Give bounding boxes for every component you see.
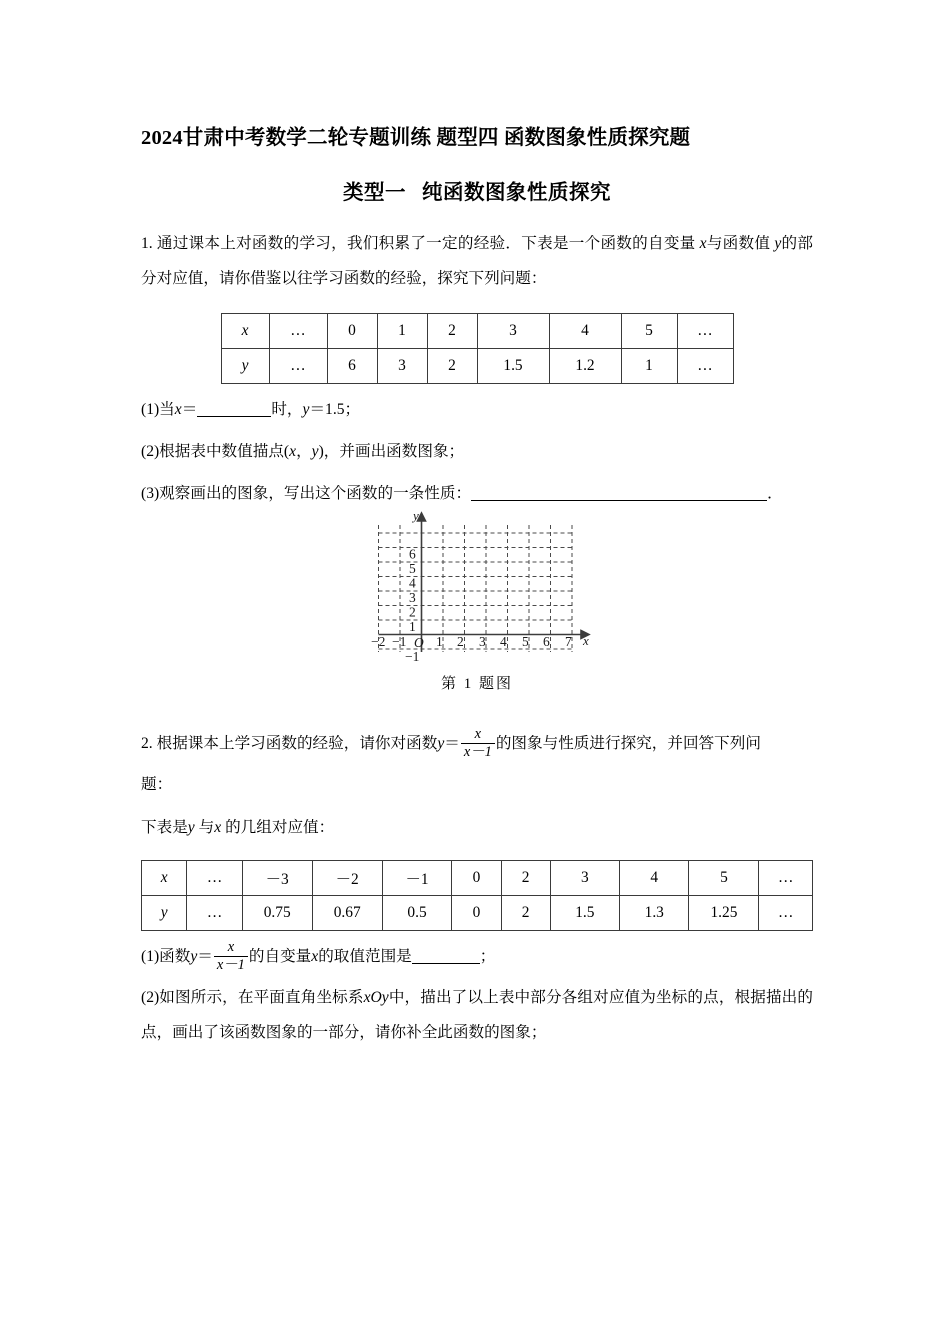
table-intro-b: 与 xyxy=(198,818,215,836)
table-cell: 0.67 xyxy=(312,895,382,930)
sub3-period: ． xyxy=(767,484,783,502)
table-cell: … xyxy=(187,895,242,930)
fraction-denominator: x－1 xyxy=(461,743,495,761)
x-tick-4: 4 xyxy=(500,633,507,649)
sub1-mid: 时， xyxy=(271,400,303,418)
table-cell: … xyxy=(677,313,733,348)
question2-stem-text-b: 的图象与性质进行探究，并回答下列问 xyxy=(495,734,761,752)
var-x: x xyxy=(311,947,319,965)
figure-caption: 第 1 题图 xyxy=(440,675,513,692)
table-cell: 3 xyxy=(477,313,549,348)
equals-sign: ＝ xyxy=(197,947,213,965)
table-cell: 4 xyxy=(620,860,689,895)
table-cell: 0.75 xyxy=(242,895,312,930)
table-row xyxy=(142,895,813,930)
table-header-x: x xyxy=(142,860,187,895)
table-cell: －2 xyxy=(312,860,382,895)
var-y: y xyxy=(302,400,310,418)
type-heading xyxy=(141,151,813,205)
question2-stem xyxy=(141,706,813,761)
question1-stem xyxy=(141,205,813,296)
question2-number: 2. xyxy=(141,734,153,752)
y-tick-2: 2 xyxy=(409,604,416,620)
fraction-numerator: x xyxy=(227,939,235,956)
var-y: y xyxy=(190,947,198,965)
table-cell: 2 xyxy=(427,313,477,348)
var-y: y xyxy=(187,818,195,836)
question2-stem-text-a: 根据课本上学习函数的经验，请你对函数 xyxy=(156,734,438,752)
question1-sub1 xyxy=(141,384,813,427)
table-cell: 2 xyxy=(427,348,477,383)
x-tick--2: −2 xyxy=(371,633,386,649)
table-cell: 1.3 xyxy=(620,895,689,930)
question2-table-intro xyxy=(141,802,813,845)
q2-sub1-post: 的取值范围是 xyxy=(318,947,412,965)
origin-label: O xyxy=(414,634,424,650)
table-header-y: y xyxy=(142,895,187,930)
table-cell: … xyxy=(187,860,242,895)
var-x: x xyxy=(174,400,182,418)
xoy-label: xOy xyxy=(363,988,389,1006)
q2-sub1-prefix: (1)函数 xyxy=(141,947,191,965)
question1-number: 1. xyxy=(141,234,153,252)
y-tick-3: 3 xyxy=(409,589,416,605)
sub2-comma: ， xyxy=(296,442,312,460)
table-intro-a: 下表是 xyxy=(141,818,188,836)
table-cell: －3 xyxy=(242,860,312,895)
sub1-equals: ＝ xyxy=(181,400,198,418)
table-cell: … xyxy=(759,895,813,930)
table-cell: 4 xyxy=(549,313,621,348)
table-cell: 1.25 xyxy=(689,895,759,930)
table-row xyxy=(142,860,813,895)
q2-sub2-a: (2)如图所示，在平面直角坐标系 xyxy=(141,988,364,1006)
table-cell: 1 xyxy=(377,313,427,348)
table-row xyxy=(221,348,733,383)
table-cell: … xyxy=(269,348,327,383)
x-tick-1: 1 xyxy=(436,633,443,649)
var-x: x xyxy=(289,442,297,460)
table-intro-c: 的几组对应值： xyxy=(225,818,335,836)
x-tick-5: 5 xyxy=(522,633,529,649)
table-cell: 2 xyxy=(501,860,550,895)
table-cell: … xyxy=(269,313,327,348)
table-cell: 5 xyxy=(621,313,677,348)
x-axis-label: x xyxy=(583,632,589,648)
var-y: y xyxy=(437,734,445,752)
table-row xyxy=(221,313,733,348)
x-tick-7: 7 xyxy=(565,633,572,649)
table-cell: … xyxy=(677,348,733,383)
sub1-value: ＝1.5； xyxy=(309,400,361,418)
fraction-numerator: x xyxy=(474,726,482,743)
question2-stem-cont: 题： xyxy=(141,775,173,793)
q2-sub2-c: 据描出的点，画出了该函数图象的一部分，请你补全此函数的图象； xyxy=(141,988,813,1041)
table-cell: 0 xyxy=(452,860,501,895)
table-cell: 2 xyxy=(501,895,550,930)
answer-blank[interactable] xyxy=(197,416,271,417)
sub1-prefix: (1)当 xyxy=(141,400,175,418)
axis-name-labels xyxy=(411,511,589,648)
answer-blank[interactable] xyxy=(471,500,767,501)
table-cell: … xyxy=(759,860,813,895)
sub2-suffix: )，并画出函数图象； xyxy=(318,442,465,460)
y-tick-6: 6 xyxy=(409,546,416,562)
fraction-x-over-x-minus-1 xyxy=(214,940,248,973)
x-tick-2: 2 xyxy=(457,633,464,649)
table-cell: 6 xyxy=(327,348,377,383)
question1-sub2 xyxy=(141,427,813,469)
question1-figure xyxy=(141,511,813,706)
table-cell: 1.5 xyxy=(550,895,619,930)
x-tick--1: −1 xyxy=(392,633,407,649)
q2-sub1-end: ； xyxy=(479,947,496,965)
table-header-x: x xyxy=(221,313,269,348)
question2-table-wrap xyxy=(141,845,813,931)
document-content xyxy=(141,0,813,1050)
table-cell: 0 xyxy=(452,895,501,930)
table-cell: 5 xyxy=(689,860,759,895)
question1-stem-text-c: 的部分对应值，请你借鉴以往学习函数的经验，探究下列问题： xyxy=(141,234,813,287)
y-tick-5: 5 xyxy=(409,560,416,576)
question2-sub1 xyxy=(141,931,813,974)
sub3-text: (3)观察画出的图象，写出这个函数的一条性质： xyxy=(141,484,472,502)
answer-blank[interactable] xyxy=(412,963,480,964)
table-cell: 3 xyxy=(550,860,619,895)
question1-stem-text-a: 通过课本上对函数的学习，我们积累了一定的经验．下表是一个函数的自变量 xyxy=(156,234,696,252)
table-header-y: y xyxy=(221,348,269,383)
fraction-x-over-x-minus-1 xyxy=(461,727,495,760)
q2-sub2-b: 中，描出了以上表中部分各组对应值为坐标的点，根 xyxy=(388,988,751,1006)
table-cell: 1 xyxy=(621,348,677,383)
table-cell: 3 xyxy=(377,348,427,383)
coordinate-grid-svg xyxy=(369,511,594,671)
fraction-denominator: x－1 xyxy=(214,956,248,974)
var-x: x xyxy=(699,234,707,252)
y-tick--1: −1 xyxy=(405,648,420,664)
table-cell: －1 xyxy=(382,860,452,895)
question2-sub2 xyxy=(141,974,813,1050)
y-tick-1: 1 xyxy=(409,618,416,634)
sub2-prefix: (2)根据表中数值描点( xyxy=(141,442,290,460)
table-cell: 1.2 xyxy=(549,348,621,383)
table-cell: 0.5 xyxy=(382,895,452,930)
equals-sign: ＝ xyxy=(444,734,460,752)
q2-sub1-mid: 的自变量 xyxy=(248,947,312,965)
question1-data-table xyxy=(221,313,734,384)
question2-data-table xyxy=(141,860,813,931)
type-heading-label: 类型一 xyxy=(343,181,406,204)
var-y: y xyxy=(311,442,319,460)
grid-lines xyxy=(379,525,573,652)
question1-sub3 xyxy=(141,469,813,511)
y-axis-label: y xyxy=(413,510,419,523)
y-tick-4: 4 xyxy=(409,575,416,591)
table-cell: 1.5 xyxy=(477,348,549,383)
var-x: x xyxy=(214,818,222,836)
var-y: y xyxy=(774,234,782,252)
type-heading-text: 纯函数图象性质探究 xyxy=(422,181,611,204)
question1-table-wrap xyxy=(141,296,813,384)
table-cell: 0 xyxy=(327,313,377,348)
x-tick-6: 6 xyxy=(543,633,550,649)
question1-stem-text-b: 与函数值 xyxy=(706,234,771,252)
x-tick-3: 3 xyxy=(479,633,486,649)
document-title: 2024甘肃中考数学二轮专题训练 题型四 函数图象性质探究题 xyxy=(141,127,691,149)
